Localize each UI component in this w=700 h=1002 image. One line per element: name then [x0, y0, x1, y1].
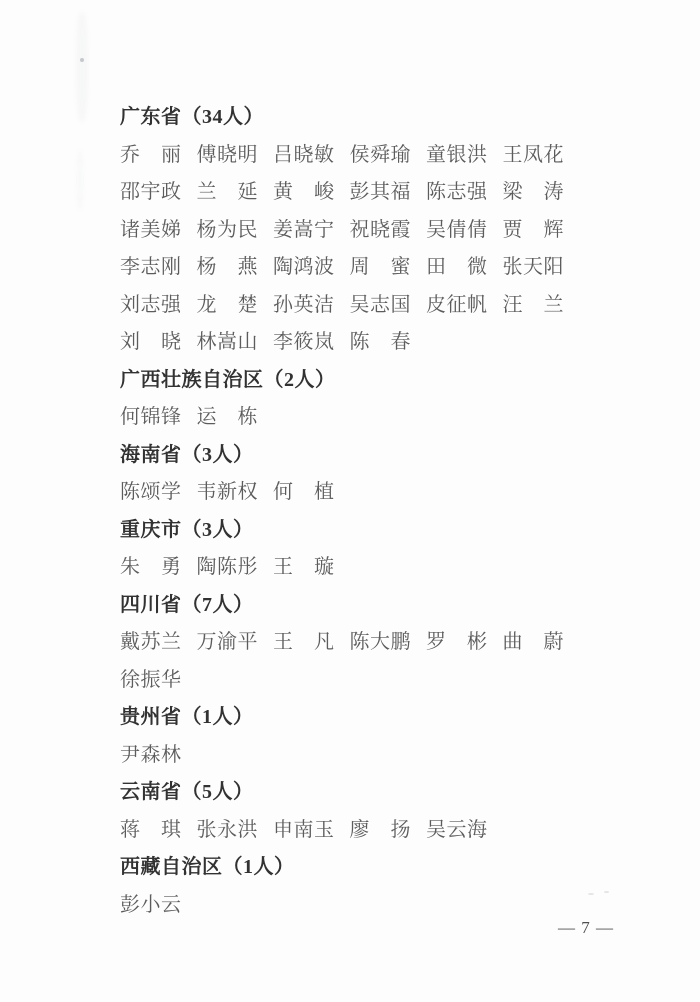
person-name: 陈大鹏: [349, 631, 411, 654]
name-row: [120, 171, 630, 209]
name-row: [120, 284, 630, 322]
person-name: 运 栋: [196, 406, 258, 429]
section-heading-tibet: 西藏自治区（1人）: [120, 856, 295, 879]
person-name: 傅晓明: [196, 143, 258, 166]
person-name: 李筱岚: [273, 331, 335, 354]
person-name: 刘 晓: [120, 331, 182, 354]
person-name: 田 微: [426, 256, 488, 279]
person-name: 尹森林: [120, 743, 182, 766]
section-heading-yunnan: 云南省（5人）: [120, 781, 254, 804]
section-heading-chongqing: 重庆市（3人）: [120, 518, 254, 541]
person-name: 邵宇政: [120, 181, 182, 204]
person-name: 韦新权: [196, 481, 258, 504]
person-name: 黄 峻: [273, 181, 335, 204]
person-name: 龙 楚: [196, 293, 258, 316]
name-row: [120, 809, 630, 847]
person-name: 吴志国: [349, 293, 411, 316]
person-name: 何 植: [273, 481, 335, 504]
section-heading-hainan: 海南省（3人）: [120, 443, 254, 466]
person-name: 彭小云: [120, 893, 182, 916]
name-row: [120, 659, 630, 697]
name-row: [120, 471, 630, 509]
person-name: 陈 春: [349, 331, 411, 354]
section-heading-guangxi: 广西壮族自治区（2人）: [120, 368, 336, 391]
person-name: 吴倩倩: [426, 218, 488, 241]
person-name: 陶鸿波: [273, 256, 335, 279]
name-row: [120, 209, 630, 247]
person-name: 杨为民: [196, 218, 258, 241]
person-name: 朱 勇: [120, 556, 182, 579]
person-name: 诸美娣: [120, 218, 182, 241]
section-heading-guangdong: 广东省（34人）: [120, 106, 264, 129]
person-name: 陈颂学: [120, 481, 182, 504]
person-name: 姜嵩宁: [273, 218, 335, 241]
person-name: 何锦锋: [120, 406, 182, 429]
scan-smudge: [76, 12, 88, 122]
person-name: 侯舜瑜: [349, 143, 411, 166]
person-name: 童银洪: [426, 143, 488, 166]
person-name: 梁 涛: [502, 181, 564, 204]
person-name: 王凤花: [502, 143, 564, 166]
person-name: 张永洪: [196, 818, 258, 841]
person-name: 蒋 琪: [120, 818, 182, 841]
person-name: 申南玉: [273, 818, 335, 841]
section-heading-sichuan: 四川省（7人）: [120, 593, 254, 616]
name-row: [120, 734, 630, 772]
person-name: 彭其福: [349, 181, 411, 204]
name-row: [120, 884, 630, 922]
person-name: 陈志强: [426, 181, 488, 204]
person-name: 罗 彬: [426, 631, 488, 654]
person-name: 曲 蔚: [502, 631, 564, 654]
scan-smudge: [77, 150, 83, 210]
person-name: 兰 延: [196, 181, 258, 204]
person-name: 孙英洁: [273, 293, 335, 316]
person-name: 乔 丽: [120, 143, 182, 166]
person-name: 徐振华: [120, 668, 182, 691]
person-name: 李志刚: [120, 256, 182, 279]
person-name: 陶陈彤: [196, 556, 258, 579]
person-name: 万渝平: [196, 631, 258, 654]
person-name: 汪 兰: [502, 293, 564, 316]
name-row: [120, 246, 630, 284]
page-number: — 7 —: [558, 918, 614, 937]
name-row: [120, 321, 630, 359]
person-name: 皮征帆: [426, 293, 488, 316]
name-row: [120, 621, 630, 659]
person-name: 杨 燕: [196, 256, 258, 279]
name-row: [120, 396, 630, 434]
section-heading-guizhou: 贵州省（1人）: [120, 706, 254, 729]
person-name: 贾 辉: [502, 218, 564, 241]
person-name: 张天阳: [502, 256, 564, 279]
person-name: 林嵩山: [196, 331, 258, 354]
document-content: [120, 96, 630, 921]
person-name: 祝晓霞: [349, 218, 411, 241]
person-name: 吴云海: [426, 818, 488, 841]
person-name: 廖 扬: [349, 818, 411, 841]
person-name: 刘志强: [120, 293, 182, 316]
person-name: 吕晓敏: [273, 143, 335, 166]
name-row: [120, 546, 630, 584]
person-name: 王 璇: [273, 556, 335, 579]
person-name: 周 蜜: [349, 256, 411, 279]
person-name: 戴苏兰: [120, 631, 182, 654]
name-row: [120, 134, 630, 172]
person-name: 王 凡: [273, 631, 335, 654]
